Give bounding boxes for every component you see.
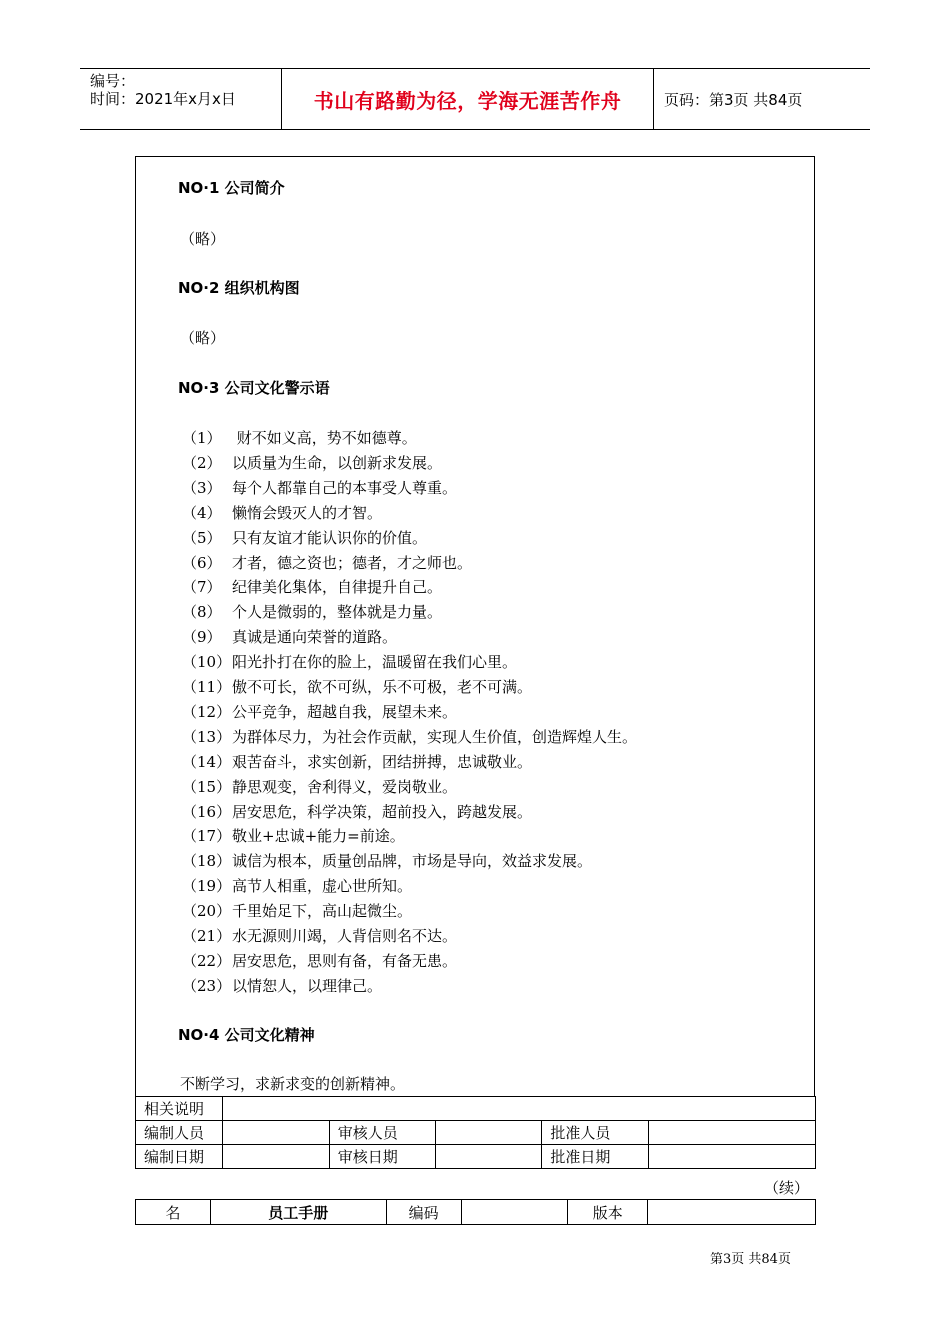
table-row [136, 1200, 816, 1225]
section-note-2: （略） [180, 329, 226, 347]
slogan-item [182, 427, 417, 448]
document-time: 时间：2021年x月x日 [90, 90, 236, 108]
header-meta [80, 69, 282, 129]
slogan-item [182, 925, 457, 946]
slogan-number: （18） [182, 852, 232, 871]
slogan-text: 每个人都靠自己的本事受人尊重。 [232, 478, 458, 497]
reviewer-label: 审核人员 [329, 1121, 435, 1145]
motto: 书山有路勤为径，学海无涯苦作舟 [313, 88, 622, 113]
page-header [80, 68, 870, 130]
section-title-3: NO·3 公司文化警示语 [178, 379, 330, 397]
slogan-item [182, 527, 427, 548]
slogan-number: （10） [182, 653, 232, 672]
slogan-item [182, 801, 532, 822]
slogan-text: 艰苦奋斗，求实创新，团结拼搏，忠诚敬业。 [232, 752, 533, 771]
slogan-number: （11） [182, 678, 232, 696]
slogan-item [182, 676, 532, 697]
slogan-number: （15） [182, 777, 232, 796]
approve-date-label: 批准日期 [542, 1145, 649, 1169]
slogan-text: 公平竞争，超越自我，展望未来。 [232, 702, 458, 721]
slogan-number: （23） [182, 976, 232, 995]
slogan-text: 个人是微弱的，整体就是力量。 [232, 603, 443, 622]
slogan-item [182, 651, 517, 672]
slogan-item [182, 576, 442, 597]
slogan-number: （8） [182, 603, 222, 622]
compiler-value [222, 1121, 329, 1145]
code-label: 编码 [386, 1200, 461, 1225]
slogan-text: 高节人相重，虚心世所知。 [232, 877, 413, 896]
slogan-item [182, 776, 457, 797]
slogan-item [182, 850, 592, 871]
slogan-text: 居安思危，科学决策，超前投入，跨越发展。 [232, 802, 533, 821]
approver-value [649, 1121, 816, 1145]
version-value [648, 1200, 816, 1225]
page-info: 页码：第3页 共84页 [664, 90, 803, 109]
slogan-item [182, 477, 457, 498]
slogan-number: （9） [182, 628, 222, 647]
section-title-4: NO·4 公司文化精神 [178, 1026, 315, 1044]
related-notes-label: 相关说明 [136, 1097, 223, 1121]
approve-date-value [649, 1145, 816, 1169]
manual-info-table [135, 1199, 816, 1225]
slogan-text: 居安思危，思则有备，有备无患。 [232, 951, 458, 970]
related-notes-value [222, 1097, 815, 1121]
slogan-number: （1） [182, 429, 222, 447]
slogan-item [182, 900, 412, 921]
compiler-label: 编制人员 [136, 1121, 223, 1145]
review-date-label: 审核日期 [329, 1145, 435, 1169]
slogan-number: （6） [182, 553, 222, 572]
slogan-text: 纪律美化集体，自律提升自己。 [232, 578, 443, 597]
slogan-text: 只有友谊才能认识你的价值。 [232, 528, 428, 547]
slogan-item [182, 626, 397, 647]
section-note-4: 不断学习，求新求变的创新精神。 [180, 1075, 406, 1093]
slogan-item [182, 950, 457, 971]
slogan-item [182, 726, 637, 747]
continued-label: （续） [764, 1179, 810, 1197]
slogan-text: 财不如义高，势不如德尊。 [232, 429, 417, 447]
approver-label: 批准人员 [542, 1121, 649, 1145]
slogan-text: 水无源则川竭，人背信则名不达。 [232, 927, 458, 945]
slogan-item [182, 751, 532, 772]
slogan-text: 敬业+忠诚+能力=前途。 [232, 827, 405, 846]
section-title-1: NO·1 公司简介 [178, 179, 285, 197]
slogan-item [182, 601, 442, 622]
page-footer: 第3页 共84页 [710, 1252, 791, 1267]
slogan-text: 以质量为生命，以创新求发展。 [232, 453, 443, 472]
name-value: 员工手册 [210, 1200, 386, 1225]
slogan-number: （14） [182, 752, 232, 771]
slogan-number: （13） [182, 727, 232, 746]
slogan-text: 为群体尽力，为社会作贡献，实现人生价值，创造辉煌人生。 [232, 727, 638, 746]
table-row [136, 1121, 816, 1145]
document-number: 编号： [90, 72, 136, 90]
slogan-text: 静思观变，舍利得义，爱岗敬业。 [232, 777, 458, 796]
approval-table [135, 1096, 816, 1169]
code-value [461, 1200, 568, 1225]
slogan-number: （22） [182, 951, 232, 970]
slogan-number: （2） [182, 453, 222, 472]
section-title-2: NO·2 组织机构图 [178, 279, 300, 297]
slogan-text: 才者，德之资也；德者，才之师也。 [232, 553, 473, 572]
slogan-item [182, 875, 412, 896]
header-motto-cell [282, 69, 654, 129]
slogan-number: （12） [182, 702, 232, 721]
slogan-number: （21） [182, 927, 232, 945]
section-note-1: （略） [180, 230, 226, 248]
slogan-text: 千里始足下，高山起微尘。 [232, 902, 413, 921]
slogan-text: 懒惰会毁灭人的才智。 [232, 503, 383, 522]
slogan-item [182, 452, 442, 473]
slogan-text: 阳光扑打在你的脸上，温暖留在我们心里。 [232, 653, 518, 672]
slogan-item [182, 552, 472, 573]
slogan-text: 傲不可长，欲不可纵，乐不可极，老不可满。 [232, 678, 533, 696]
version-label: 版本 [568, 1200, 648, 1225]
slogan-text: 以情恕人，以理律己。 [232, 976, 383, 995]
slogan-item [182, 502, 382, 523]
slogan-text: 真诚是通向荣誉的道路。 [232, 628, 398, 647]
slogan-number: （3） [182, 478, 222, 497]
slogan-number: （7） [182, 578, 222, 597]
table-row [136, 1097, 816, 1121]
header-page-cell [654, 69, 870, 129]
compile-date-value [222, 1145, 329, 1169]
slogan-text: 诚信为根本，质量创品牌，市场是导向，效益求发展。 [232, 852, 593, 871]
slogan-item [182, 825, 405, 846]
slogan-number: （20） [182, 902, 232, 921]
slogan-number: （4） [182, 503, 222, 522]
name-label: 名 [136, 1200, 211, 1225]
table-row [136, 1145, 816, 1169]
slogan-number: （5） [182, 528, 222, 547]
reviewer-value [435, 1121, 542, 1145]
compile-date-label: 编制日期 [136, 1145, 223, 1169]
slogan-item [182, 975, 382, 996]
slogan-item [182, 701, 457, 722]
slogan-number: （19） [182, 877, 232, 896]
slogan-number: （16） [182, 802, 232, 821]
slogan-number: （17） [182, 827, 232, 846]
review-date-value [435, 1145, 542, 1169]
